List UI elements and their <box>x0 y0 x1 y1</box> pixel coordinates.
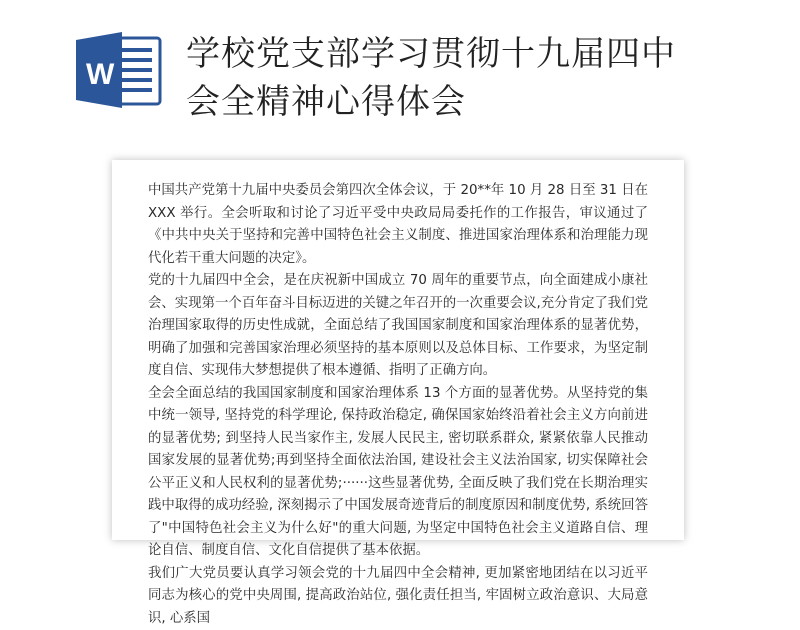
document-preview <box>112 160 684 540</box>
paragraph: 我们广大党员要认真学习领会党的十九届四中全会精神, 更加紧密地团结在以习近平同志为核心的党中央周围, 提高政治站位, 强化责任担当, 牢固树立政治意识、大局意识, 心系国 <box>148 563 648 630</box>
header <box>0 0 800 160</box>
page-title <box>186 30 786 126</box>
word-icon <box>72 30 164 110</box>
document-body <box>112 160 684 630</box>
word-logo-letter: W <box>86 58 115 91</box>
page-title-line-1: 学校党支部学习贯彻十九届四中 <box>186 30 786 78</box>
paragraph: 全会全面总结的我国国家制度和国家治理体系 13 个方面的显著优势。从坚持党的集中统一领导, 坚持党的科学理论, 保持政治稳定, 确保国家始终沿着社会主义方向前进的显著优势; 到坚持人民当家作主, 发展人民民主, 密切联系群众, 紧紧依靠人民推动国家发展的显著优势;再到坚持全面依法治国, 建设社会主义法治国家, 切实保障社会公平正义和人民权利的显著优势;······这些显著优势, 全面反映了我们党在长期治理实践中取得的成功经验, 深刻揭示了中国发展奇迹背后的制度原因和制度优势, 系统回答了"中国特色社会主义为什么好"的重大问题, 为坚定中国特色社会主义道路自信、理论自信、制度自信、文化自信提供了基本依据。 <box>148 383 648 563</box>
page-title-line-2: 会全精神心得体会 <box>186 78 786 126</box>
paragraph: 党的十九届四中全会，是在庆祝新中国成立 70 周年的重要节点，向全面建成小康社会、实现第一个百年奋斗目标迈进的关键之年召开的一次重要会议,充分肯定了我们党治理国家取得的历史性成就，全面总结了我国国家制度和国家治理体系的显著优势，明确了加强和完善国家治理必须坚持的基本原则以及总体目标、工作要求，为坚定制度自信、实现伟大梦想提供了根本遵循、指明了正确方向。 <box>148 270 648 383</box>
paragraph: 中国共产党第十九届中央委员会第四次全体会议，于 20**年 10 月 28 日至 31 日在 XXX 举行。全会听取和讨论了习近平受中央政局局委托作的工作报告，审议通过了《中共中央关于坚持和完善中国特色社会主义制度、推进国家治理体系和治理能力现代化若干重大问题的决定》。 <box>148 180 648 270</box>
